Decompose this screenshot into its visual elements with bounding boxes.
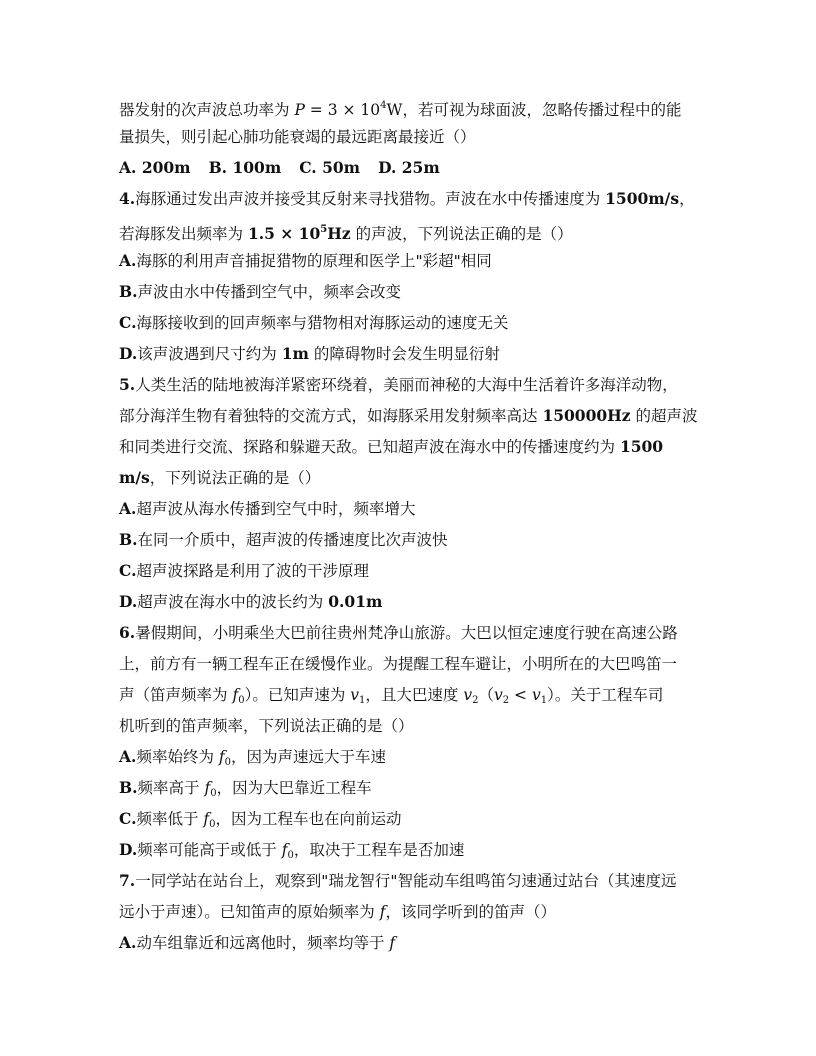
question-number: 4. xyxy=(119,189,136,208)
question-4-stem xyxy=(119,220,573,244)
question-6-stem xyxy=(119,685,663,711)
text: 器发射的次声波总功率为 xyxy=(119,101,295,119)
option-text: 频率低于 xyxy=(136,810,204,828)
text: 远小于声速）。已知笛声的原始频率为 xyxy=(119,903,380,921)
subscript: 1 xyxy=(540,695,548,706)
option-label: B. xyxy=(119,282,138,301)
subscript: 0 xyxy=(210,788,217,799)
text: ，下列说法正确的是（） xyxy=(149,469,321,487)
option-d: D. 25m xyxy=(378,158,440,177)
text: 的超声波 xyxy=(630,407,698,425)
option-text: 声波由水中传播到空气中，频率会改变 xyxy=(137,283,402,301)
option-label: A. xyxy=(119,251,137,270)
question-3-text-line xyxy=(119,127,476,147)
value: 1.5 × 10 xyxy=(247,224,321,243)
option-text: 该声波遇到尺寸约为 xyxy=(137,345,282,363)
text: 的声波，下列说法正确的是（） xyxy=(350,225,573,243)
option-label: D. xyxy=(119,592,138,611)
text: 若海豚发出频率为 xyxy=(119,225,248,243)
symbol: v xyxy=(531,686,541,704)
text: 部分海洋生物有着独特的交流方式，如海豚采用发射频率高达 xyxy=(119,407,543,425)
question-5-stem xyxy=(119,437,663,457)
subscript: 2 xyxy=(502,695,510,706)
question-5-option-b xyxy=(119,530,448,550)
question-4-option-a xyxy=(119,251,492,271)
question-number: 5. xyxy=(119,375,136,394)
subscript: 0 xyxy=(209,819,216,830)
value: 1500 xyxy=(619,437,664,456)
option-label: A. xyxy=(119,747,137,766)
option-label: B. xyxy=(119,530,138,549)
exponent: 5 xyxy=(320,224,328,235)
text: 暑假期间，小明乘坐大巴前往贵州梵净山旅游。大巴以恒定速度行驶在高速公路 xyxy=(135,624,678,642)
option-b: B. 100m xyxy=(208,158,282,177)
question-3-options xyxy=(119,158,440,178)
question-6-option-a xyxy=(119,747,386,773)
option-label: A. xyxy=(119,499,137,518)
option-label: C. xyxy=(119,561,137,580)
option-text: 超声波从海水传播到空气中时，频率增大 xyxy=(136,500,416,518)
option-text: 频率可能高于或低于 xyxy=(137,841,282,859)
option-label: A. xyxy=(119,933,137,952)
text: ， xyxy=(679,190,695,208)
question-7-stem xyxy=(119,871,676,891)
option-text: 海豚接收到的回声频率与猎物相对海豚运动的速度无关 xyxy=(136,314,509,332)
option-text: 频率高于 xyxy=(137,779,205,797)
formula-exponent: 4 xyxy=(380,100,387,111)
text: 机听到的笛声频率，下列说法正确的是（） xyxy=(119,717,414,735)
option-text: 海豚的利用声音捕捉猎物的原理和医学上"彩超"相同 xyxy=(136,252,492,270)
question-5-option-c xyxy=(119,561,369,581)
symbol: v xyxy=(493,686,503,704)
option-label: C. xyxy=(119,809,137,828)
option-label: D. xyxy=(119,344,138,363)
option-text: 超声波在海水中的波长约为 xyxy=(137,593,329,611)
text: ，若可视为球面波，忽略传播过程中的能 xyxy=(402,101,682,119)
question-4-option-b xyxy=(119,282,401,302)
formula-symbol: P xyxy=(294,101,305,119)
option-c: C. 50m xyxy=(299,158,361,177)
symbol: f xyxy=(232,686,239,704)
question-number: 7. xyxy=(119,871,136,890)
option-text: ，取决于工程车是否加速 xyxy=(293,841,465,859)
question-6-option-b xyxy=(119,778,372,804)
symbol: v xyxy=(350,686,360,704)
subscript: 0 xyxy=(238,695,245,706)
formula-value: = 3 × 10 xyxy=(304,101,381,119)
option-text: 的障碍物时会发生明显衍射 xyxy=(308,345,500,363)
text: 人类生活的陆地被海洋紧密环绕着，美丽而神秘的大海中生活着许多海洋动物， xyxy=(135,376,678,394)
symbol: f xyxy=(281,841,288,859)
option-text: 在同一介质中，超声波的传播速度比次声波快 xyxy=(137,531,448,549)
question-number: 6. xyxy=(119,623,136,642)
option-text: 超声波探路是利用了波的干涉原理 xyxy=(136,562,369,580)
question-6-option-d xyxy=(119,840,464,866)
option-label: D. xyxy=(119,840,138,859)
text: （ xyxy=(478,686,494,704)
symbol: f xyxy=(218,748,225,766)
symbol: f xyxy=(389,934,396,952)
formula-unit: W xyxy=(386,101,403,119)
value: 1m xyxy=(281,344,309,363)
subscript: 0 xyxy=(224,757,231,768)
text: 量损失，则引起心肺功能衰竭的最远距离最接近（） xyxy=(119,128,476,146)
unit: m/s xyxy=(119,468,150,487)
question-4-stem xyxy=(119,189,695,209)
unit: Hz xyxy=(327,224,351,243)
text: 声（笛声频率为 xyxy=(119,686,233,704)
text: ）。关于工程车司 xyxy=(547,686,664,704)
question-7-stem xyxy=(119,902,556,922)
text: 海豚通过发出声波并接受其反射来寻找猎物。声波在水中传播速度为 xyxy=(135,190,606,208)
option-text: ，因为大巴靠近工程车 xyxy=(216,779,372,797)
option-text: ，因为工程车也在向前运动 xyxy=(215,810,402,828)
question-6-stem xyxy=(119,654,677,674)
question-5-stem xyxy=(119,468,320,488)
question-5-stem xyxy=(119,406,698,426)
option-text: 动车组靠近和远离他时，频率均等于 xyxy=(136,934,390,952)
question-6-stem xyxy=(119,716,414,736)
question-5-option-a xyxy=(119,499,415,519)
symbol: f xyxy=(203,810,210,828)
text: ）。已知声速为 xyxy=(244,686,351,704)
option-text: ，因为声速远大于车速 xyxy=(231,748,387,766)
question-3-text-line xyxy=(119,96,681,120)
operator: < xyxy=(509,686,532,704)
value: 150000Hz xyxy=(542,406,631,425)
text: 一同学站在站台上，观察到"瑞龙智行"智能动车组鸣笛匀速通过站台（其速度远 xyxy=(135,872,677,890)
question-4-option-d xyxy=(119,344,500,364)
subscript: 1 xyxy=(359,695,366,706)
text: ，该同学听到的笛声（） xyxy=(385,903,556,921)
value: 1500m/s xyxy=(605,189,680,208)
subscript: 0 xyxy=(287,850,294,861)
symbol: f xyxy=(379,903,386,921)
option-text: 频率始终为 xyxy=(136,748,219,766)
question-4-option-c xyxy=(119,313,508,333)
text: 上，前方有一辆工程车正在缓慢作业。为提醒工程车避让，小明所在的大巴鸣笛一 xyxy=(119,655,678,673)
option-label: C. xyxy=(119,313,137,332)
symbol: f xyxy=(204,779,211,797)
value: 0.01m xyxy=(328,592,383,611)
text: 和同类进行交流、探路和躲避天敌。已知超声波在海水中的传播速度约为 xyxy=(119,438,620,456)
question-5-option-d xyxy=(119,592,382,612)
subscript: 2 xyxy=(472,695,479,706)
question-5-stem xyxy=(119,375,678,395)
question-7-option-a xyxy=(119,933,395,953)
text: ，且大巴速度 xyxy=(365,686,464,704)
question-6-option-c xyxy=(119,809,402,835)
option-a: A. 200m xyxy=(119,158,191,177)
symbol: v xyxy=(463,686,473,704)
question-6-stem xyxy=(119,623,678,643)
option-label: B. xyxy=(119,778,138,797)
